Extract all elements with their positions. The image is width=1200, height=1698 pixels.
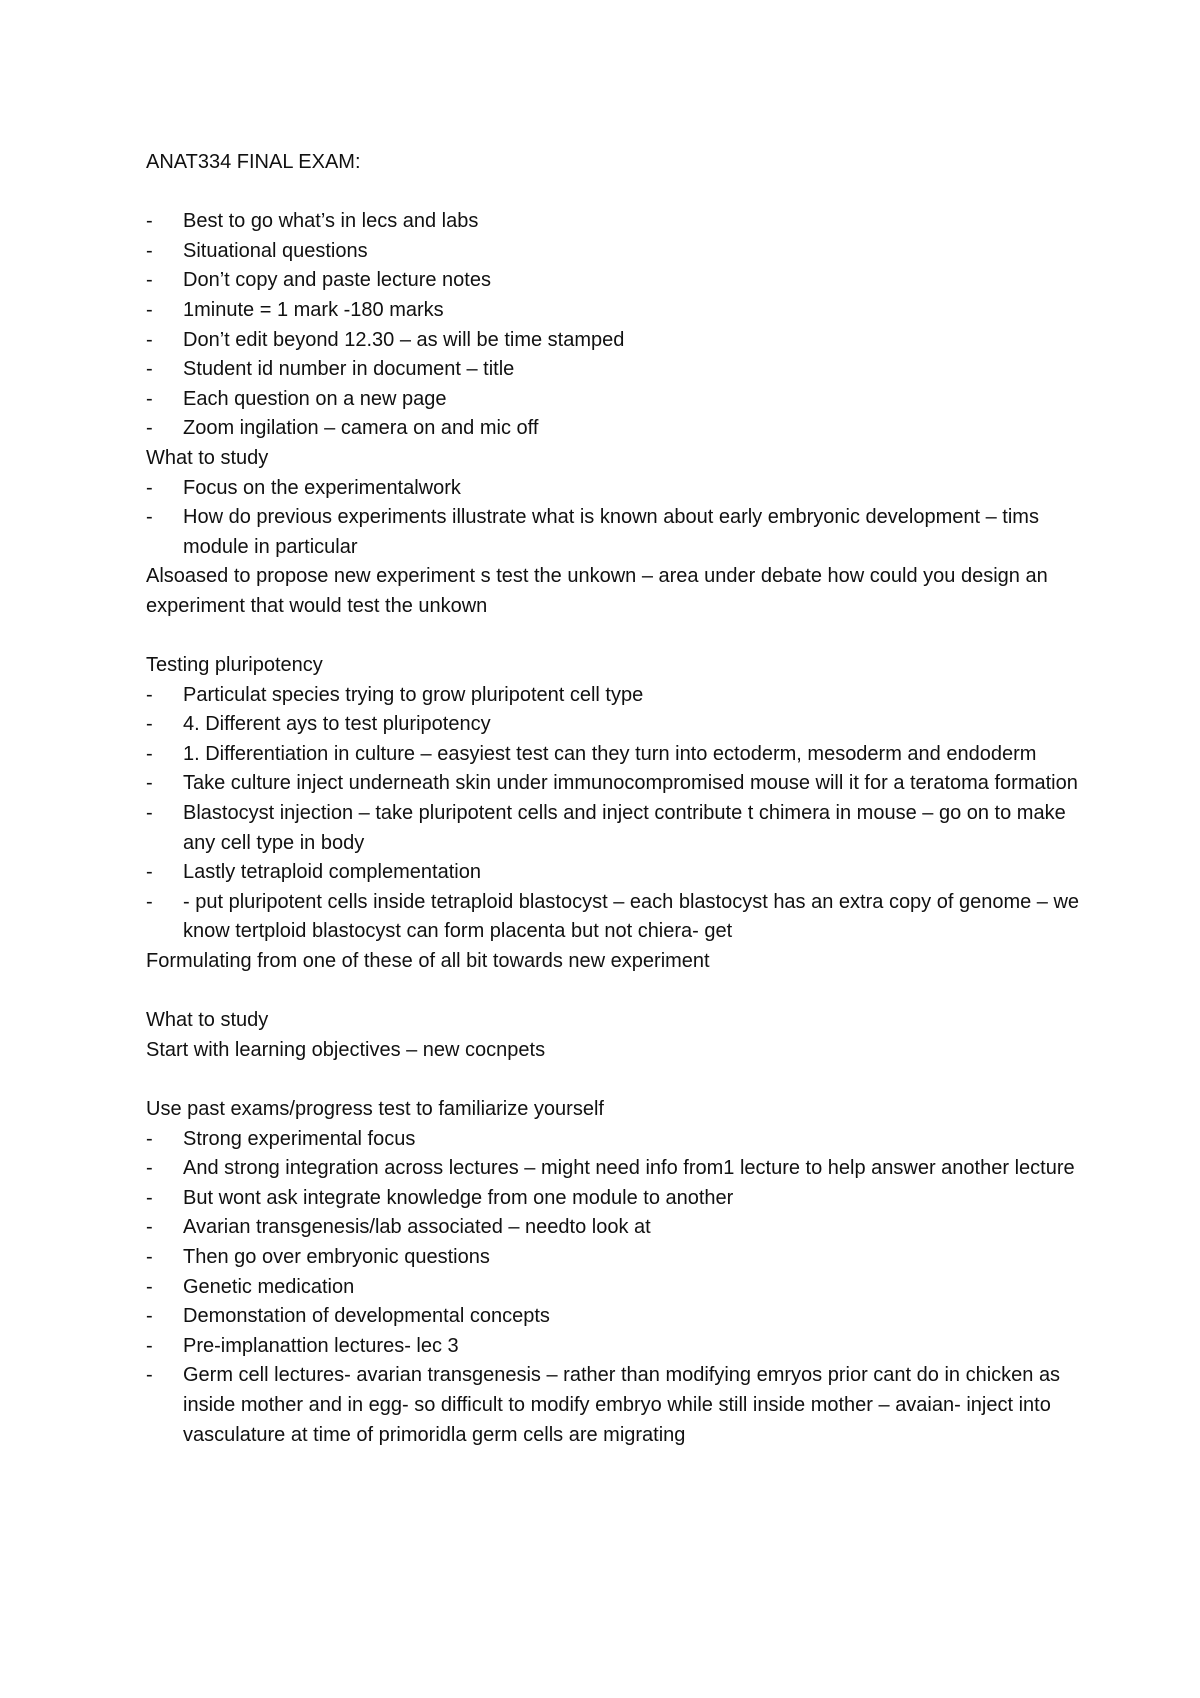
bullet-dash: - <box>146 713 153 736</box>
list-item <box>146 207 1086 237</box>
list-item-text: Each question on a new page <box>183 387 447 410</box>
list-item-text: Zoom ingilation – camera on and mic off <box>183 417 539 440</box>
list-item <box>146 237 1086 267</box>
bullet-dash: - <box>146 358 153 381</box>
bullet-dash: - <box>146 1334 153 1357</box>
list-item <box>146 1184 1086 1214</box>
list-item-text: Blastocyst injection – take pluripotent cells and inject contribute t chimera in mouse – go on to make any cell type in body <box>183 802 1066 854</box>
list-item <box>146 474 1086 504</box>
list-item <box>146 1243 1086 1273</box>
list-item-text: Lastly tetraploid complementation <box>183 861 481 884</box>
list-item <box>146 681 1086 711</box>
list-item <box>146 1125 1086 1155</box>
bullet-dash: - <box>146 1275 153 1298</box>
bullet-dash: - <box>146 328 153 351</box>
bullet-dash: - <box>146 1127 153 1150</box>
study-bullet-list <box>146 474 1086 563</box>
list-item-text: Germ cell lectures- avarian transgenesis – rather than modifying emryos prior cant do in chicken as inside mother and in egg- so difficult to modify embryo while still inside mother – avaian- inject into vasculature at time of primoridla germ cells are migrating <box>183 1364 1061 1446</box>
document-title: ANAT334 FINAL EXAM: <box>146 151 361 173</box>
list-item <box>146 296 1086 326</box>
list-item-text: But wont ask integrate knowledge from one module to another <box>183 1186 734 1209</box>
list-item-text: - put pluripotent cells inside tetraploid blastocyst – each blastocyst has an extra copy of genome – we know tertploid blastocyst can form placenta but not chiera- get <box>183 890 1080 943</box>
bullet-dash: - <box>146 1364 153 1387</box>
list-item-text: 1. Differentiation in culture – easyiest test can they turn into ectoderm, mesoderm and endoderm <box>183 742 1037 765</box>
paragraph: Start with learning objectives – new cocnpets <box>146 1038 546 1061</box>
list-item <box>146 1302 1086 1332</box>
list-item-text: Avarian transgenesis/lab associated – needto look at <box>183 1216 651 1239</box>
list-item <box>146 414 1086 444</box>
bullet-dash: - <box>146 1216 153 1239</box>
list-item <box>146 1213 1086 1243</box>
bullet-dash: - <box>146 890 153 913</box>
list-item-text: Best to go what’s in lecs and labs <box>183 210 479 233</box>
bullet-dash: - <box>146 742 153 765</box>
list-item-text: Don’t edit beyond 12.30 – as will be time stamped <box>183 328 625 351</box>
bullet-dash: - <box>146 298 153 321</box>
list-item-text: Then go over embryonic questions <box>183 1245 490 1268</box>
intro-bullet-list <box>146 207 1086 444</box>
list-item <box>146 385 1086 415</box>
list-item <box>146 799 1086 858</box>
bullet-dash: - <box>146 387 153 410</box>
section-heading: What to study <box>146 1009 269 1032</box>
list-item <box>146 1361 1086 1450</box>
bullet-dash: - <box>146 1305 153 1328</box>
bullet-dash: - <box>146 1157 153 1180</box>
list-item <box>146 888 1086 947</box>
bullet-dash: - <box>146 210 153 233</box>
list-item-text: 4. Different ays to test pluripotency <box>183 713 491 736</box>
bullet-dash: - <box>146 1245 153 1268</box>
bullet-dash: - <box>146 476 153 499</box>
blank-line <box>146 977 1086 1007</box>
list-item <box>146 769 1086 799</box>
list-item <box>146 1154 1086 1184</box>
list-item-text: Don’t copy and paste lecture notes <box>183 269 491 292</box>
list-item-text: And strong integration across lectures – might need info from1 lecture to help answer another lecture <box>183 1157 1075 1180</box>
bullet-dash: - <box>146 239 153 262</box>
bullet-dash: - <box>146 772 153 795</box>
paragraph: Formulating from one of these of all bit towards new experiment <box>146 950 710 973</box>
list-item-text: Genetic medication <box>183 1275 355 1298</box>
list-item <box>146 355 1086 385</box>
bullet-dash: - <box>146 861 153 884</box>
list-item-text: Demonstation of developmental concepts <box>183 1305 550 1328</box>
blank-line <box>146 178 1086 208</box>
document-body <box>146 148 1086 1450</box>
blank-line <box>146 1065 1086 1095</box>
bullet-dash: - <box>146 802 153 825</box>
list-item-text: How do previous experiments illustrate what is known about early embryonic development – tims module in particular <box>183 506 1039 558</box>
past-exams-bullet-list <box>146 1125 1086 1451</box>
bullet-dash: - <box>146 269 153 292</box>
list-item-text: Take culture inject underneath skin under immunocompromised mouse will it for a teratoma formation <box>183 772 1078 795</box>
bullet-dash: - <box>146 683 153 706</box>
list-item <box>146 326 1086 356</box>
list-item-text: Student id number in document – title <box>183 358 515 381</box>
list-item <box>146 858 1086 888</box>
list-item-text: 1minute = 1 mark -180 marks <box>183 298 444 321</box>
list-item-text: Focus on the experimentalwork <box>183 476 461 499</box>
list-item <box>146 740 1086 770</box>
list-item <box>146 266 1086 296</box>
list-item <box>146 1273 1086 1303</box>
list-item <box>146 1332 1086 1362</box>
pluripotency-bullet-list <box>146 681 1086 947</box>
section-heading: Testing pluripotency <box>146 654 323 677</box>
section-heading: Use past exams/progress test to familiarize yourself <box>146 1098 604 1120</box>
list-item-text: Situational questions <box>183 239 368 262</box>
bullet-dash: - <box>146 506 153 529</box>
paragraph: Alsoased to propose new experiment s test the unkown – area under debate how could you design an experiment that would test the unkown <box>146 565 1048 617</box>
blank-line <box>146 622 1086 652</box>
list-item <box>146 710 1086 740</box>
bullet-dash: - <box>146 417 153 440</box>
bullet-dash: - <box>146 1186 153 1209</box>
list-item-text: Strong experimental focus <box>183 1127 416 1150</box>
section-heading: What to study <box>146 446 269 469</box>
list-item-text: Particulat species trying to grow pluripotent cell type <box>183 683 644 706</box>
list-item <box>146 503 1086 562</box>
list-item-text: Pre-implanattion lectures- lec 3 <box>183 1334 459 1357</box>
